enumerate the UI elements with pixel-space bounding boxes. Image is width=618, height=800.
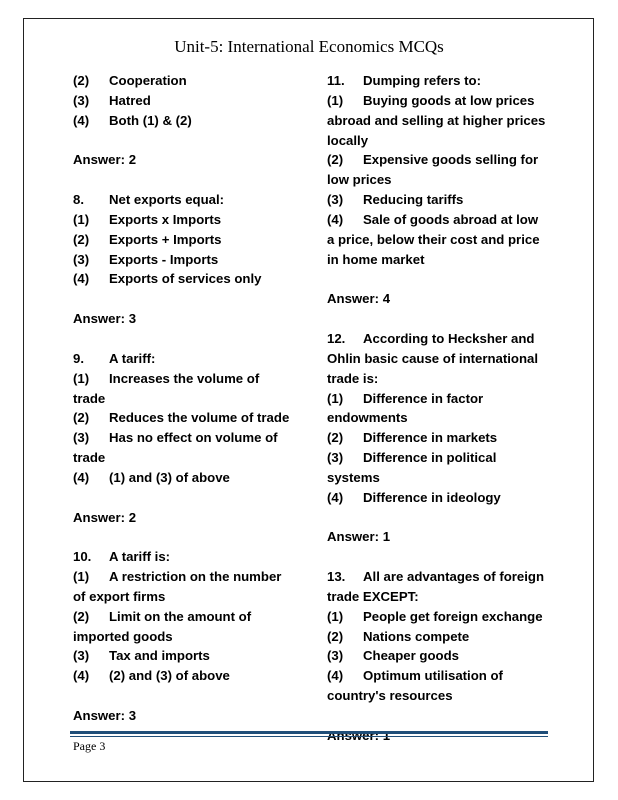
item-text: Dumping refers to: [363, 73, 481, 88]
item-number: (3) [73, 430, 90, 446]
item-number: (3) [73, 251, 90, 267]
spacer [73, 527, 291, 547]
option-line [73, 250, 291, 270]
question-line [73, 547, 291, 567]
option-line [73, 607, 291, 647]
answer-line [73, 309, 291, 329]
item-number: (1) [327, 608, 344, 624]
item-text: Hatred [109, 92, 151, 108]
item-text: Expensive goods selling for low prices [327, 152, 539, 188]
item-text: Answer: 1 [327, 529, 391, 545]
item-number: (1) [327, 390, 344, 406]
item-text: Tax and imports [109, 648, 210, 664]
question-line [327, 71, 549, 91]
item-number: 9. [73, 350, 84, 366]
item-number: (3) [327, 192, 344, 208]
option-line [73, 567, 291, 607]
item-number: (4) [73, 469, 90, 485]
item-number: 13. [327, 569, 346, 585]
item-text: Nations compete [363, 628, 470, 644]
item-text: Exports x Imports [109, 211, 222, 227]
item-text: Cooperation [109, 73, 187, 88]
option-line [327, 666, 549, 706]
footer-rule-thin [70, 736, 548, 737]
question-line [73, 190, 291, 210]
option-line [327, 448, 549, 488]
item-text: Has no effect on volume of trade [73, 430, 278, 466]
item-text: Difference in ideology [363, 489, 501, 505]
item-text: Exports + Imports [109, 231, 222, 247]
item-number: (2) [327, 628, 344, 644]
option-line [327, 428, 549, 448]
item-text: Exports of services only [109, 271, 262, 287]
item-text: Reducing tariffs [363, 192, 464, 208]
item-number: (3) [327, 450, 344, 466]
option-line [73, 428, 291, 468]
item-text: Difference in political systems [327, 450, 497, 485]
spacer [327, 269, 549, 289]
item-number: (2) [73, 231, 90, 247]
item-number: (4) [73, 668, 90, 684]
item-number: (3) [73, 648, 90, 664]
item-number: 12. [327, 330, 346, 346]
footer-rule-thick [70, 731, 548, 734]
page-title: Unit-5: International Economics MCQs [174, 37, 444, 56]
item-number: (1) [327, 92, 344, 108]
option-line [327, 488, 549, 508]
option-line [73, 269, 291, 289]
spacer [327, 309, 549, 329]
item-number: (4) [327, 668, 344, 684]
item-number: (2) [73, 73, 90, 88]
question-line [73, 349, 291, 369]
option-line [327, 627, 549, 647]
option-line [327, 190, 549, 210]
item-text: Cheaper goods [363, 648, 459, 664]
item-number: 8. [73, 192, 84, 208]
option-line [73, 71, 291, 91]
right-column [327, 71, 549, 746]
item-text: Answer: 4 [327, 291, 391, 307]
option-line [327, 150, 549, 190]
item-text: Difference in markets [363, 430, 498, 446]
item-text: Net exports equal: [109, 192, 225, 208]
item-number: 11. [327, 73, 345, 88]
item-number: (1) [73, 370, 90, 386]
item-number: (4) [73, 271, 90, 287]
answer-line [327, 289, 549, 309]
item-text: Limit on the amount of imported goods [73, 608, 252, 644]
spacer [327, 706, 549, 726]
item-text: Buying goods at low prices abroad and selling at higher prices locally [327, 92, 546, 148]
item-number: (3) [327, 648, 344, 664]
item-number: (2) [73, 608, 90, 624]
item-text: Answer: 3 [73, 311, 137, 327]
item-text: A tariff: [109, 350, 156, 366]
item-text: Optimum utilisation of country's resources [327, 668, 503, 704]
item-text: (2) and (3) of above [109, 668, 230, 684]
option-line [73, 210, 291, 230]
option-line [327, 646, 549, 666]
question-line [327, 567, 549, 607]
option-line [327, 389, 549, 429]
item-text: Answer: 2 [73, 152, 137, 168]
option-line [327, 210, 549, 270]
spacer [73, 170, 291, 190]
option-line [73, 91, 291, 111]
answer-line [327, 527, 549, 547]
option-line [73, 408, 291, 428]
item-number: (2) [327, 430, 344, 446]
answer-line [73, 150, 291, 170]
option-line [73, 369, 291, 409]
question-line [327, 329, 549, 389]
item-text: According to Hecksher and Ohlin basic cause of international trade is: [327, 330, 539, 386]
item-number: (2) [327, 152, 344, 168]
item-text: Sale of goods abroad at low a price, below their cost and price in home market [327, 211, 540, 267]
spacer [327, 547, 549, 567]
item-number: (4) [73, 112, 90, 128]
spacer [73, 131, 291, 151]
spacer [73, 289, 291, 309]
item-number: 10. [73, 549, 92, 565]
option-line [327, 91, 549, 151]
item-text: People get foreign exchange [363, 608, 543, 624]
option-line [73, 666, 291, 686]
item-number: (4) [327, 489, 344, 505]
item-text: All are advantages of foreign trade EXCEPT: [327, 569, 545, 604]
item-text: A restriction on the number of export firms [73, 569, 282, 604]
item-text: Increases the volume of trade [73, 370, 260, 406]
item-text: Difference in factor endowments [327, 390, 484, 426]
item-number: (1) [73, 211, 90, 227]
option-line [73, 230, 291, 250]
spacer [73, 329, 291, 349]
item-text: (1) and (3) of above [109, 469, 230, 485]
answer-line [73, 508, 291, 528]
page-number: Page 3 [73, 739, 106, 753]
item-text: A tariff is: [109, 549, 171, 565]
spacer [327, 508, 549, 528]
option-line [73, 468, 291, 488]
item-number: (2) [73, 410, 90, 426]
option-line [73, 111, 291, 131]
item-text: Answer: 2 [73, 509, 137, 525]
item-number: (4) [327, 211, 344, 227]
option-line [327, 607, 549, 627]
item-number: (1) [73, 569, 90, 585]
item-number: (3) [73, 92, 90, 108]
option-line [73, 646, 291, 666]
item-text: Answer: 3 [73, 708, 137, 723]
left-column [73, 71, 291, 726]
spacer [73, 488, 291, 508]
answer-line [73, 706, 291, 726]
item-text: Reduces the volume of trade [109, 410, 290, 426]
spacer [73, 686, 291, 706]
item-text: Exports - Imports [109, 251, 219, 267]
item-text: Both (1) & (2) [109, 112, 192, 128]
